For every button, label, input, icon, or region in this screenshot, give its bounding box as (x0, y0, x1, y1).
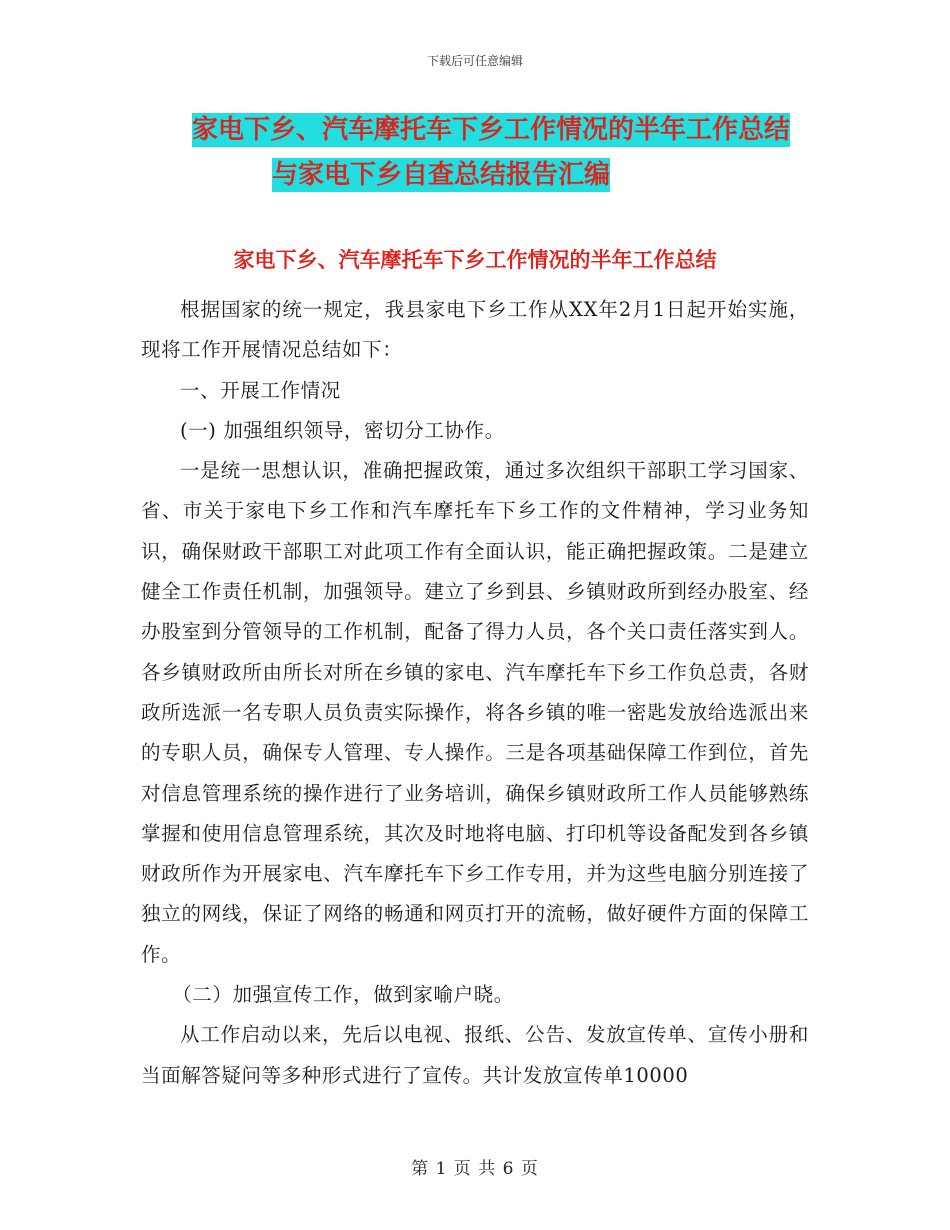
paragraph-organization: 一是统一思想认识，准确把握政策，通过多次组织干部职工学习国家、省、市关于家电下乡工作和汽车摩托车下乡工作的文件精神，学习业务知识，确保财政干部职工对此项工作有全面认识，能正确把握政策。二是建立健全工作责任机制，加强领导。建立了乡到县、乡镇财政所到经办股室、经办股室到分管领导的工作机制，配备了得力人员，各个关口责任落实到人。各乡镇财政所由所长对所在乡镇的家电、汽车摩托车下乡工作负总责，各财政所选派一名专职人员负责实际操作，将各乡镇的唯一密匙发放给选派出来的专职人员，确保专人管理、专人操作。三是各项基础保障工作到位，首先对信息管理系统的操作进行了业务培训，确保乡镇财政所工作人员能够熟练掌握和使用信息管理系统，其次及时地将电脑、打印机等设备配发到各乡镇财政所作为开展家电、汽车摩托车下乡工作专用，并为这些电脑分别连接了独立的网线，保证了网络的畅通和网页打开的流畅，做好硬件方面的保障工作。 (141, 459, 809, 966)
document-title-line-1 (192, 112, 812, 148)
document-title-line-2 (272, 157, 772, 193)
paragraph-publicity: 从工作启动以来，先后以电视、报纸、公告、发放宣传单、宣传小册和当面解答疑问等多种形式进行了宣传。共计发放宣传单10000 (141, 1023, 809, 1087)
subheading-two: （二）加强宣传工作，做到家喻户晓。 (172, 983, 514, 1007)
paragraph-intro: 根据国家的统一规定，我县家电下乡工作从XX年2月1日起开始实施，现将工作开展情况总结如下： (141, 298, 809, 362)
subheading-one: (一) 加强组织领导，密切分工协作。 (180, 418, 505, 442)
section-title: 家电下乡、汽车摩托车下乡工作情况的半年工作总结 (233, 248, 717, 272)
header-note: 下载后可任意编辑 (426, 54, 523, 68)
document-title-text-2: 与家电下乡自查总结报告汇编 (272, 160, 611, 190)
heading-part-one: 一、开展工作情况 (180, 378, 341, 402)
document-title-text-1: 家电下乡、汽车摩托车下乡工作情况的半年工作总结 (192, 115, 791, 145)
page-number: 第 1 页 共 6 页 (411, 1159, 539, 1179)
body-text (141, 290, 809, 1096)
